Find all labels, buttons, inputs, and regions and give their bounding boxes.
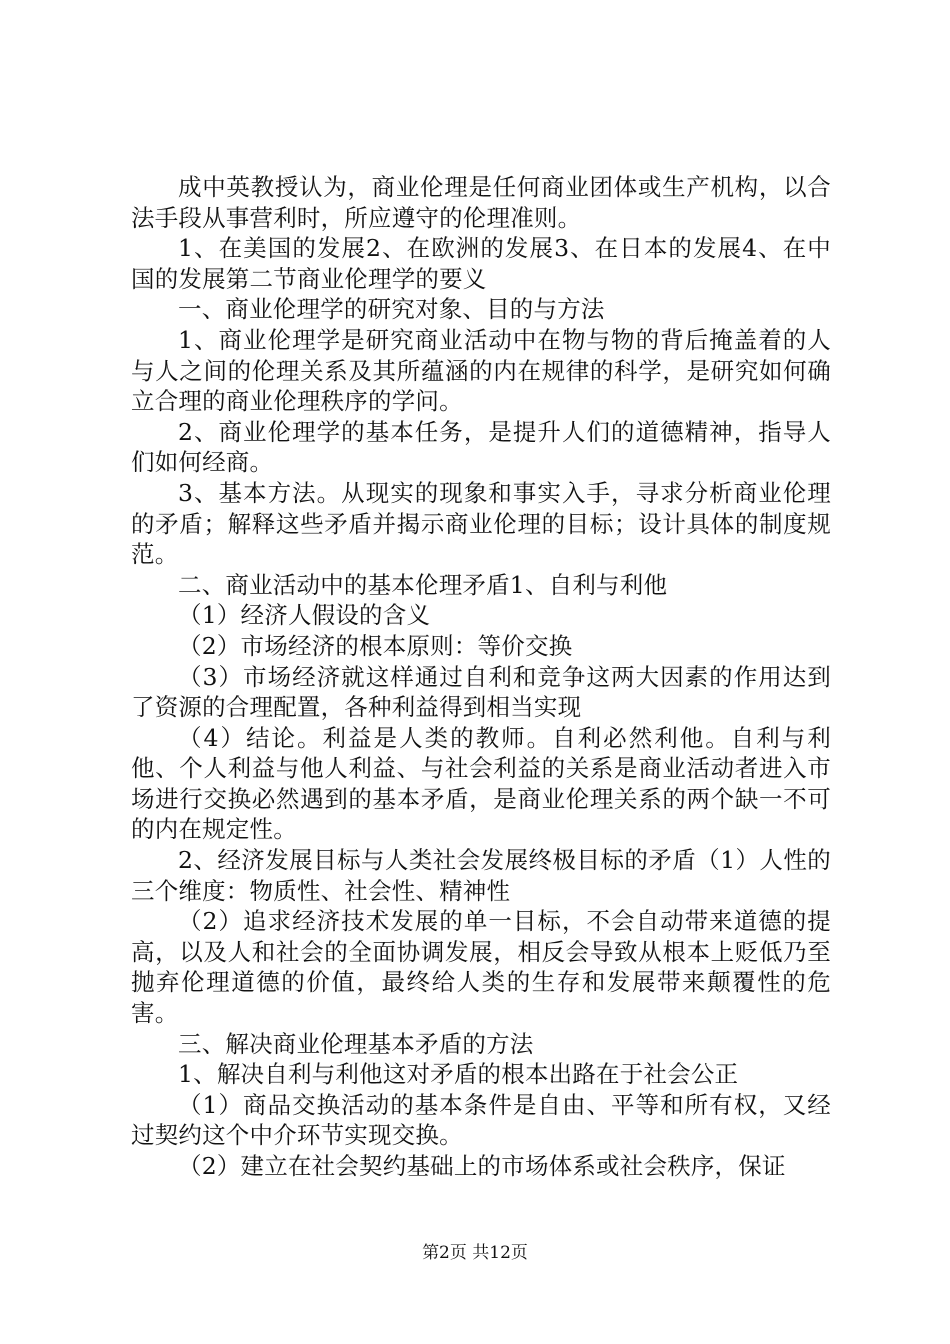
paragraph-development-list: 1、在美国的发展2、在欧洲的发展3、在日本的发展4、在中国的发展第二节商业伦理学的要义 [131,234,831,293]
page-number-footer: 第2页 共12页 [422,1243,528,1263]
paragraph-basic-method: 3、基本方法。从现实的现象和事实入手，寻求分析商业伦理的矛盾；解释这些矛盾并揭示商业伦理的目标；设计具体的制度规范。 [131,478,831,569]
paragraph-definition: 成中英教授认为，商业伦理是任何商业团体或生产机构，以合法手段从事营利时，所应遵守的伦理准则。 [131,173,831,232]
list-item-conclusion: （4）结论。利益是人类的教师。自利必然利他。自利与利他、个人利益与他人利益、与社会利益的关系是商业活动者进入市场进行交换必然遇到的基本矛盾，是商业伦理关系的两个缺一不可的内在规定性。 [131,723,831,844]
list-item-economic-man: （1）经济人假设的含义 [178,601,431,630]
list-item-equal-exchange: （2）市场经济的根本原则：等价交换 [178,631,573,660]
paragraph-development-goals: 2、经济发展目标与人类社会发展终极目标的矛盾（1）人性的三个维度：物质性、社会性、精神性 [131,846,831,905]
heading-section-three: 三、解决商业伦理基本矛盾的方法 [178,1029,534,1058]
list-item-exchange-conditions: （1）商品交换活动的基本条件是自由、平等和所有权，又经过契约这个中介环节实现交换。 [131,1090,831,1150]
paragraph-research-object: 1、商业伦理学是研究商业活动中在物与物的背后掩盖着的人与人之间的伦理关系及其所蕴涵的内在规律的科学，是研究如何确立合理的商业伦理秩序的学问。 [131,325,831,416]
list-item-single-goal: （2）追求经济技术发展的单一目标，不会自动带来道德的提高，以及人和社会的全面协调发展，相反会导致从根本上贬低乃至抛弃伦理道德的价值，最终给人类的生存和发展带来颠覆性的危害。 [131,907,831,1028]
paragraph-social-justice: 1、解决自利与利他这对矛盾的根本出路在于社会公正 [178,1060,739,1089]
heading-section-one: 一、商业伦理学的研究对象、目的与方法 [178,295,605,324]
paragraph-basic-task: 2、商业伦理学的基本任务，是提升人们的道德精神，指导人们如何经商。 [131,417,831,477]
document-body [131,172,831,1182]
list-item-social-contract: （2）建立在社会契约基础上的市场体系或社会秩序，保证 [178,1152,786,1180]
list-item-resource-allocation: （3）市场经济就这样通过自利和竞争这两大因素的作用达到了资源的合理配置，各种利益得到相当实现 [131,662,831,722]
heading-section-two: 二、商业活动中的基本伦理矛盾1、自利与利他 [178,570,668,599]
